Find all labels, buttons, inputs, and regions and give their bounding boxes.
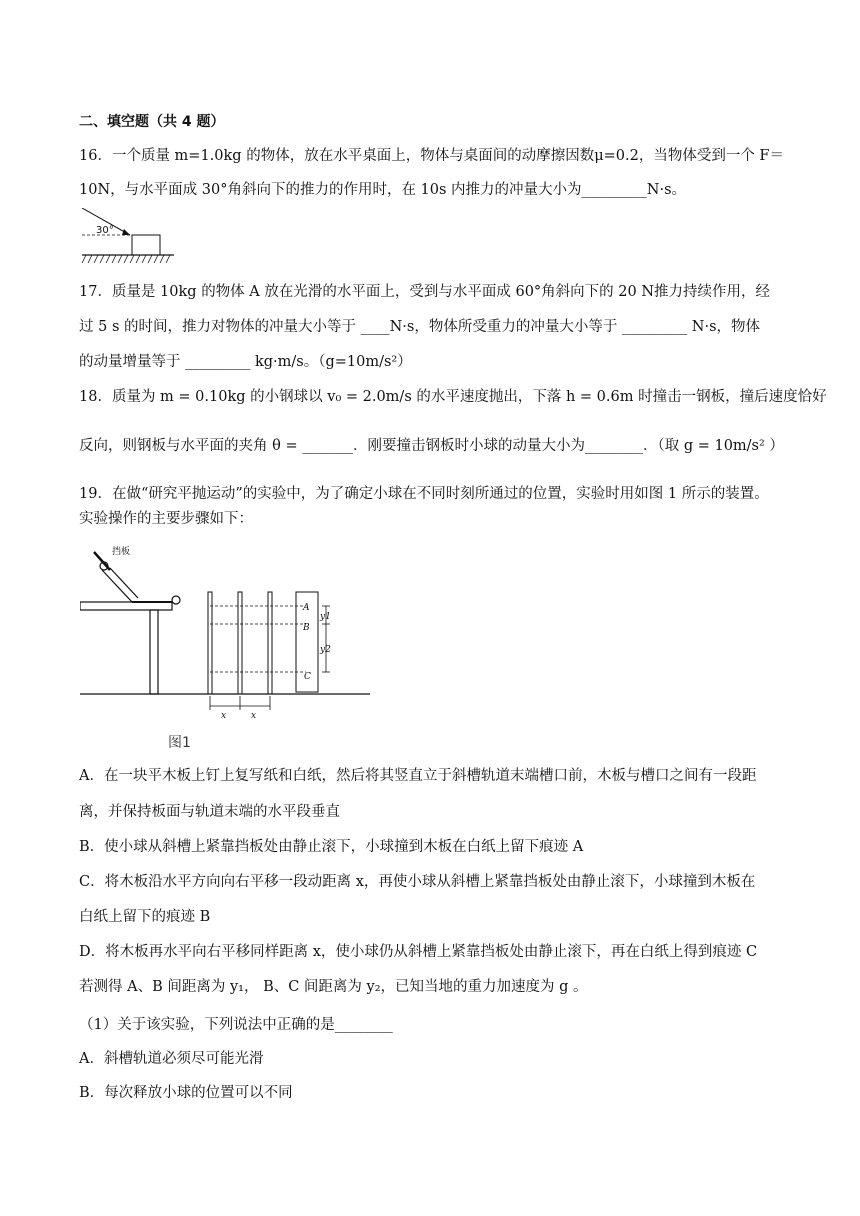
q19-stepB: B．使小球从斜槽上紧靠挡板处由静止滚下，小球撞到木板在白纸上留下痕迹 A <box>79 839 584 855</box>
q19-optB: B．每次释放小球的位置可以不同 <box>79 1085 293 1101</box>
point-B-label: B <box>303 623 310 633</box>
q19-stepD-1: D．将木板再水平向右平移同样距离 x，使小球仍从斜槽上紧靠挡板处由静止滚下，再在白纸上得到痕迹 C <box>79 944 758 960</box>
q16-angle-label: 30° <box>96 225 114 236</box>
baffle-label: 挡板 <box>112 547 131 557</box>
q19-stepA-2: 离，并保持板面与轨道末端的水平段垂直 <box>79 804 340 820</box>
section-title: 二、填空题（共 4 题） <box>79 114 225 130</box>
q17-line1: 17．质量是 10kg 的物体 A 放在光滑的水平面上，受到与水平面成 60°角斜向下的 20 N推力持续作用，经 <box>79 284 771 300</box>
q18-line1: 18．质量为 m = 0.10kg 的小钢球以 v₀ = 2.0m/s 的水平速度抛出，下落 h = 0.6m 时撞击一钢板，撞后速度恰好 <box>79 389 827 405</box>
figure-caption: 图1 <box>168 735 191 750</box>
q18-line2: 反向，则钢板与水平面的夹角 θ = _______．刚要撞击钢板时小球的动量大小为________．（取 g = 10m/s² ） <box>79 438 784 454</box>
q16-line2: 10N，与水平面成 30°角斜向下的推力的作用时，在 10s 内推力的冲量大小为_________N·s。 <box>79 182 687 198</box>
y2-label: y2 <box>320 645 331 655</box>
q19-stepA-1: A．在一块平木板上钉上复写纸和白纸，然后将其竖直立于斜槽轨道末端槽口前，木板与槽口之间有一段距 <box>79 768 757 784</box>
q19-figure-1 <box>80 540 370 750</box>
x2-label: x <box>251 711 257 721</box>
point-A-label: A <box>303 603 310 613</box>
q19-optA: A．斜槽轨道必须尽可能光滑 <box>79 1051 264 1067</box>
q16-line1: 16．一个质量 m=1.0kg 的物体，放在水平桌面上，物体与桌面间的动摩擦因数μ=0.2，当物体受到一个 F＝ <box>79 148 784 164</box>
y1-label: y1 <box>320 612 331 622</box>
point-C-label: C <box>304 672 311 682</box>
x1-label: x <box>221 711 227 721</box>
q19-line1: 19．在做“研究平抛运动”的实验中，为了确定小球在不同时刻所通过的位置，实验时用如图 1 所示的装置。 <box>79 486 769 502</box>
q19-line2: 实验操作的主要步骤如下： <box>79 511 253 527</box>
q19-stepC-2: 白纸上留下的痕迹 B <box>79 909 211 925</box>
q19-sub1: （1）关于该实验，下列说法中正确的是________ <box>79 1017 393 1033</box>
q19-stepD-2: 若测得 A、B 间距离为 y₁， B、C 间距离为 y₂，已知当地的重力加速度为 g 。 <box>79 979 588 995</box>
q17-line2: 过 5 s 的时间，推力对物体的冲量大小等于 ____N·s，物体所受重力的冲量大小等于 _________ N·s，物体 <box>79 319 761 335</box>
q17-line3: 的动量增量等于 _________ kg·m/s。（g=10m/s²） <box>79 354 412 370</box>
q16-figure <box>80 208 180 270</box>
q19-stepC-1: C．将木板沿水平方向向右平移一段动距离 x，再使小球从斜槽上紧靠挡板处由静止滚下，小球撞到木板在 <box>79 874 756 890</box>
